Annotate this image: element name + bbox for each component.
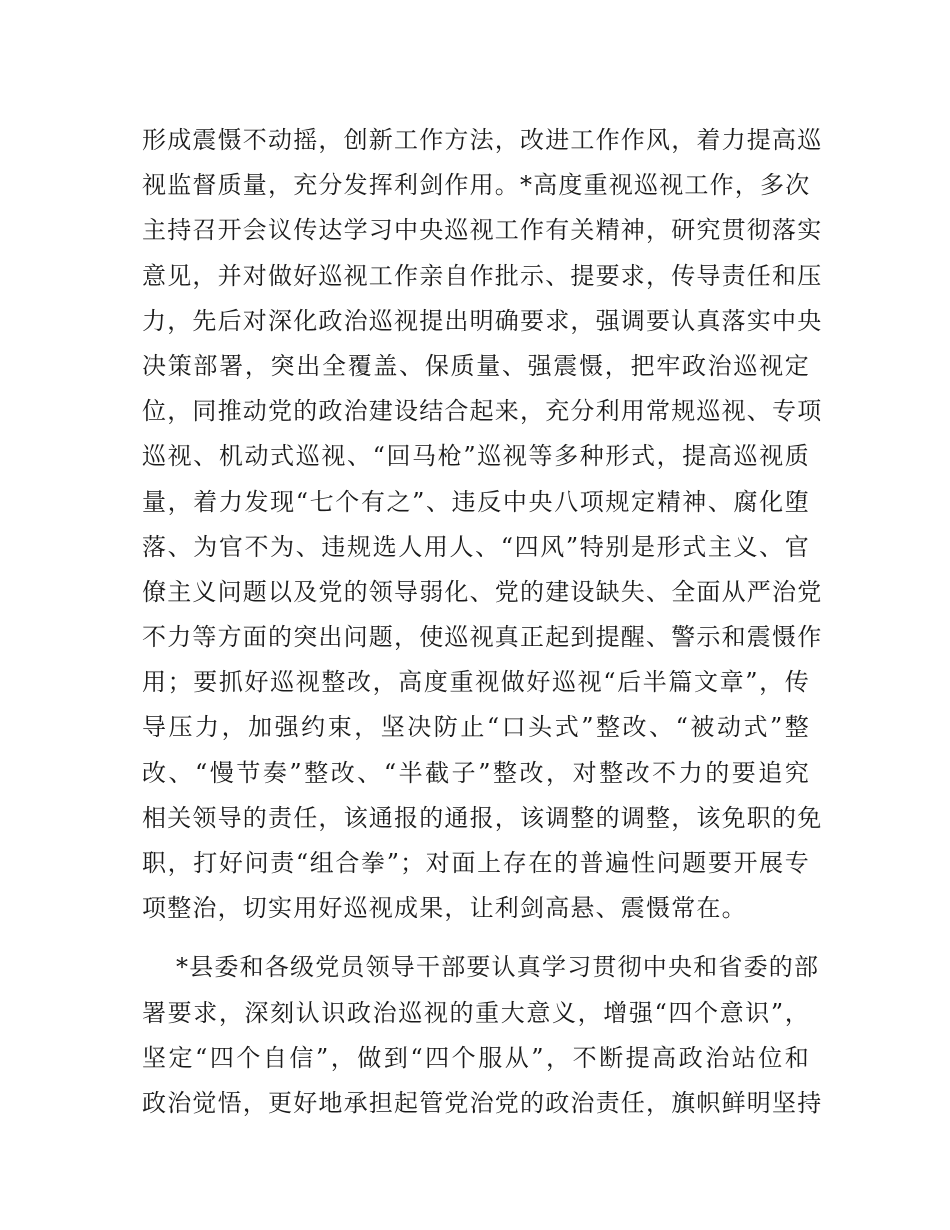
text-line: 僚主义问题以及党的领导弱化、党的建设缺失、全面从严治党 <box>142 577 823 606</box>
text-line: *县委和各级党员领导干部要认真学习贯彻中央和省委的部 <box>176 953 820 982</box>
text-line: 意见，并对做好巡视工作亲自作批示、提要求，传导责任和压 <box>142 261 823 290</box>
text-line: 巡视、机动式巡视、“回马枪”巡视等多种形式，提高巡视质 <box>142 442 810 471</box>
text-line: 导压力，加强约束，坚决防止“口头式”整改、“被动式”整 <box>142 713 810 742</box>
text-line: 职，打好问责“组合拳”；对面上存在的普遍性问题要开展专 <box>142 849 810 877</box>
text-line: 形成震慑不动摇，创新工作方法，改进工作作风，着力提高巡 <box>142 126 823 154</box>
text-line: 项整治，切实用好巡视成果，让利剑高悬、震慑常在。 <box>142 894 747 923</box>
text-line: 相关领导的责任，该通报的通报，该调整的调整，该免职的免 <box>142 803 823 832</box>
text-line: 署要求，深刻认识政治巡视的重大意义，增强“四个意识”， <box>142 998 810 1027</box>
text-line: 力，先后对深化政治巡视提出明确要求，强调要认真落实中央 <box>142 306 823 335</box>
text-line: 改、“慢节奏”整改、“半截子”整改，对整改不力的要追究 <box>142 758 810 787</box>
paragraph-2 <box>142 945 823 1126</box>
text-line: 决策部署，突出全覆盖、保质量、强震慑，把牢政治巡视定 <box>142 351 810 380</box>
text-line: 量，着力发现“七个有之”、违反中央八项规定精神、腐化堕 <box>142 487 810 516</box>
text-line: 坚定“四个自信”，做到“四个服从”，不断提高政治站位和 <box>142 1043 810 1072</box>
paragraph-spacer <box>142 931 810 945</box>
document-body <box>142 118 823 1126</box>
text-line: 主持召开会议传达学习中央巡视工作有关精神，研究贯彻落实 <box>142 216 823 245</box>
text-line: 政治觉悟，更好地承担起管党治党的政治责任，旗帜鲜明坚持 <box>142 1088 823 1117</box>
text-line: 视监督质量，充分发挥利剑作用。*高度重视巡视工作，多次 <box>142 171 811 200</box>
paragraph-1 <box>142 118 823 931</box>
text-line: 用；要抓好巡视整改，高度重视做好巡视“后半篇文章”，传 <box>142 668 810 697</box>
text-line: 落、为官不为、违规选人用人、“四风”特别是形式主义、官 <box>142 532 810 561</box>
text-line: 位，同推动党的政治建设结合起来，充分利用常规巡视、专项 <box>142 397 823 426</box>
text-line: 不力等方面的突出问题，使巡视真正起到提醒、警示和震慑作 <box>142 623 823 652</box>
